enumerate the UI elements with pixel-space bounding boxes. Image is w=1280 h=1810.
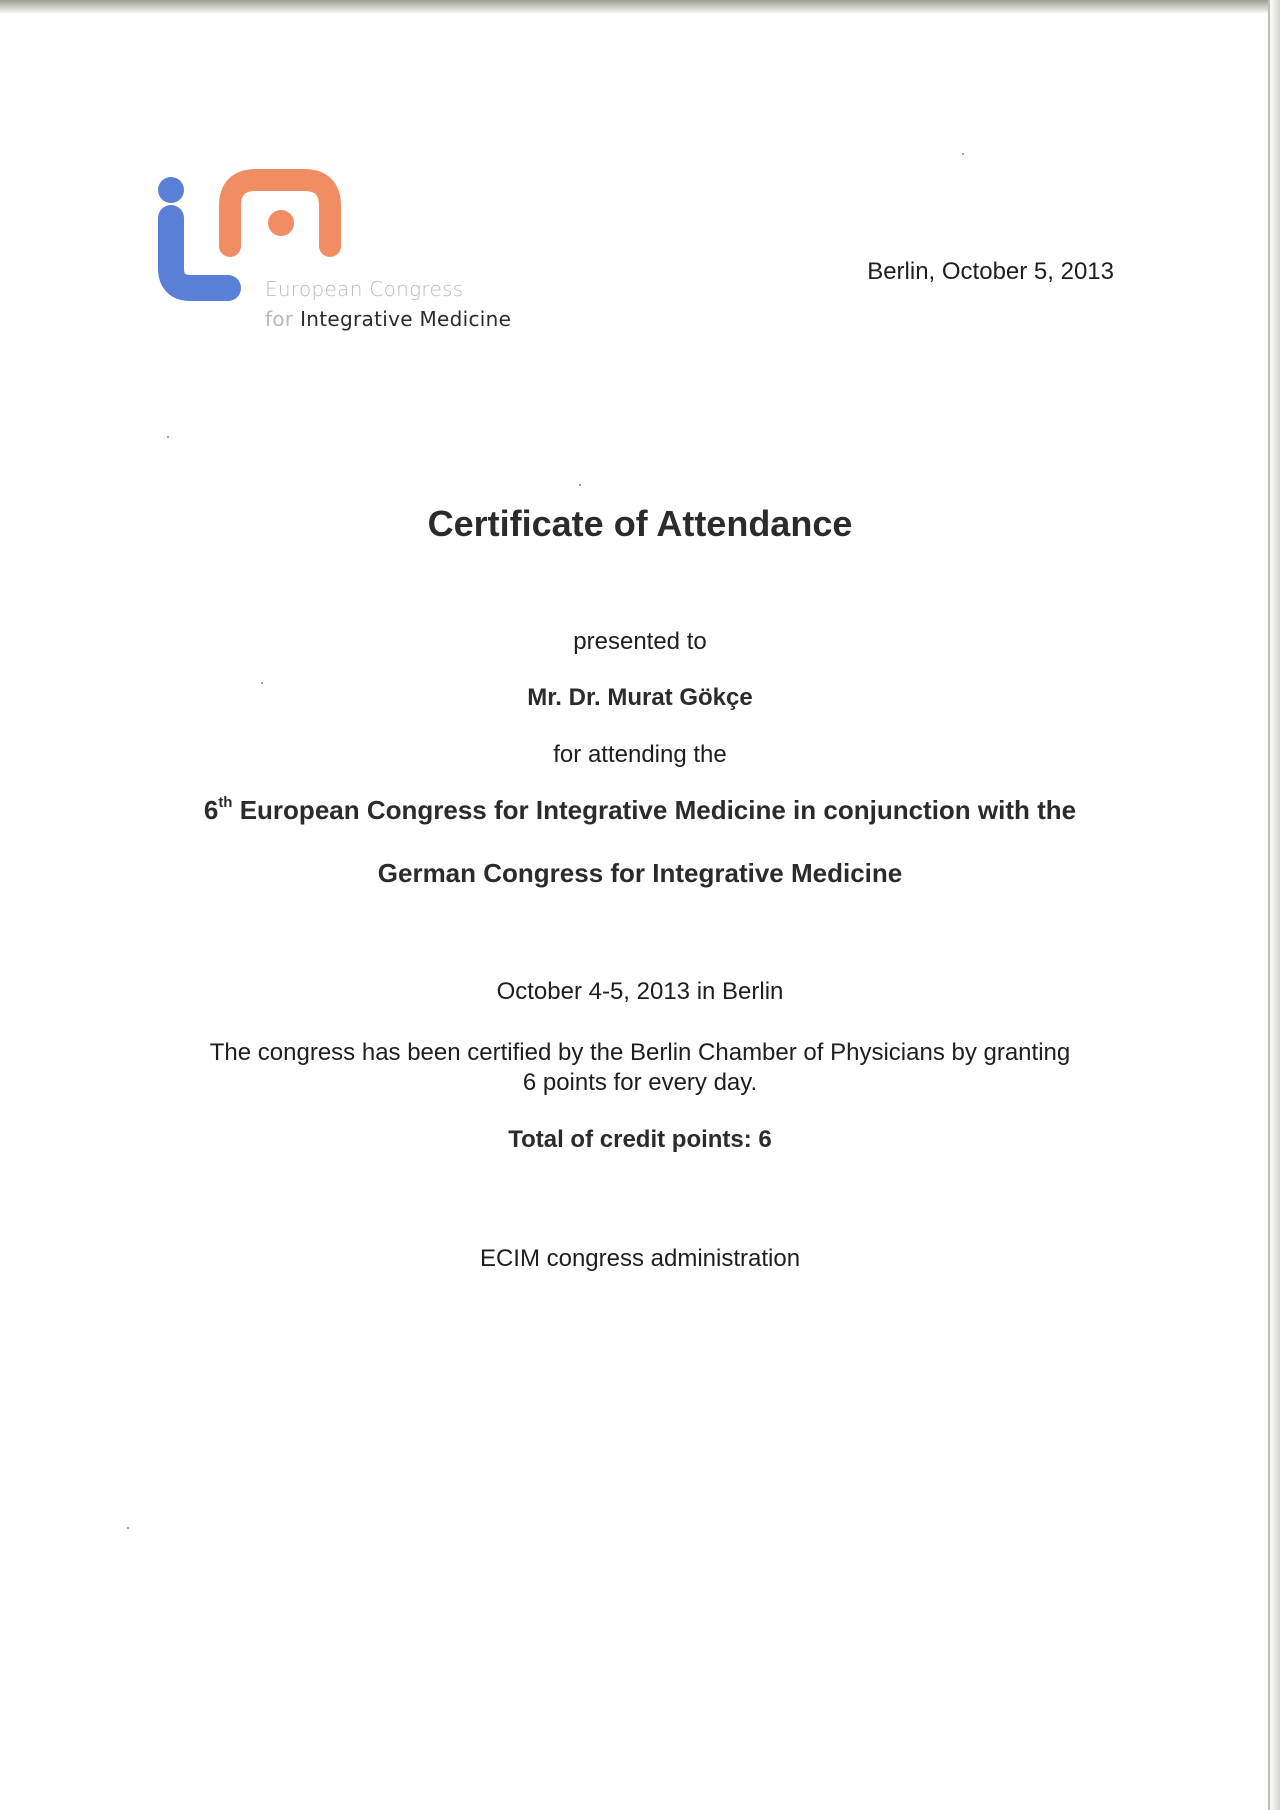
congress-number: 6 [203,795,219,825]
certification-line2: 6 points for every day. [522,1069,758,1096]
logo-org-main: Integrative Medicine [300,307,512,331]
certificate-title: Certificate of Attendance [427,503,853,544]
congress-title-rest: European Congress for Integrative Medicine in conjunction with the [232,795,1077,825]
scan-speck [261,682,263,684]
logo-org-line1: European Congress [265,277,464,301]
logo-wordmark [265,274,511,334]
scan-right-line [1268,0,1270,1810]
scan-speck [962,153,964,155]
congress-title-line2: German Congress for Integrative Medicine [377,858,903,888]
certification-line1: The congress has been certified by the Berlin Chamber of Physicians by granting [209,1039,1071,1066]
certification-statement [150,1038,1130,1098]
presented-to-text: presented to [573,628,707,655]
congress-number-suffix: th [218,794,233,812]
logo-for-prefix: for [265,307,294,331]
issue-date: Berlin, October 5, 2013 [867,258,1114,285]
signature-line: ECIM congress administration [479,1245,801,1272]
total-credit-points: Total of credit points: 6 [508,1126,772,1153]
scan-speck [579,484,581,486]
scan-top-edge [0,0,1280,14]
scan-speck [167,436,169,438]
congress-title-line1 [150,795,1130,826]
event-dates: October 4-5, 2013 in Berlin [496,978,784,1005]
scan-speck [127,1527,129,1529]
logo-blue-dot [158,177,184,203]
recipient-name: Mr. Dr. Murat Gökçe [527,684,753,711]
logo-orange-dot [268,210,294,236]
for-attending-text: for attending the [553,741,727,768]
logo-org-line2 [265,304,511,334]
